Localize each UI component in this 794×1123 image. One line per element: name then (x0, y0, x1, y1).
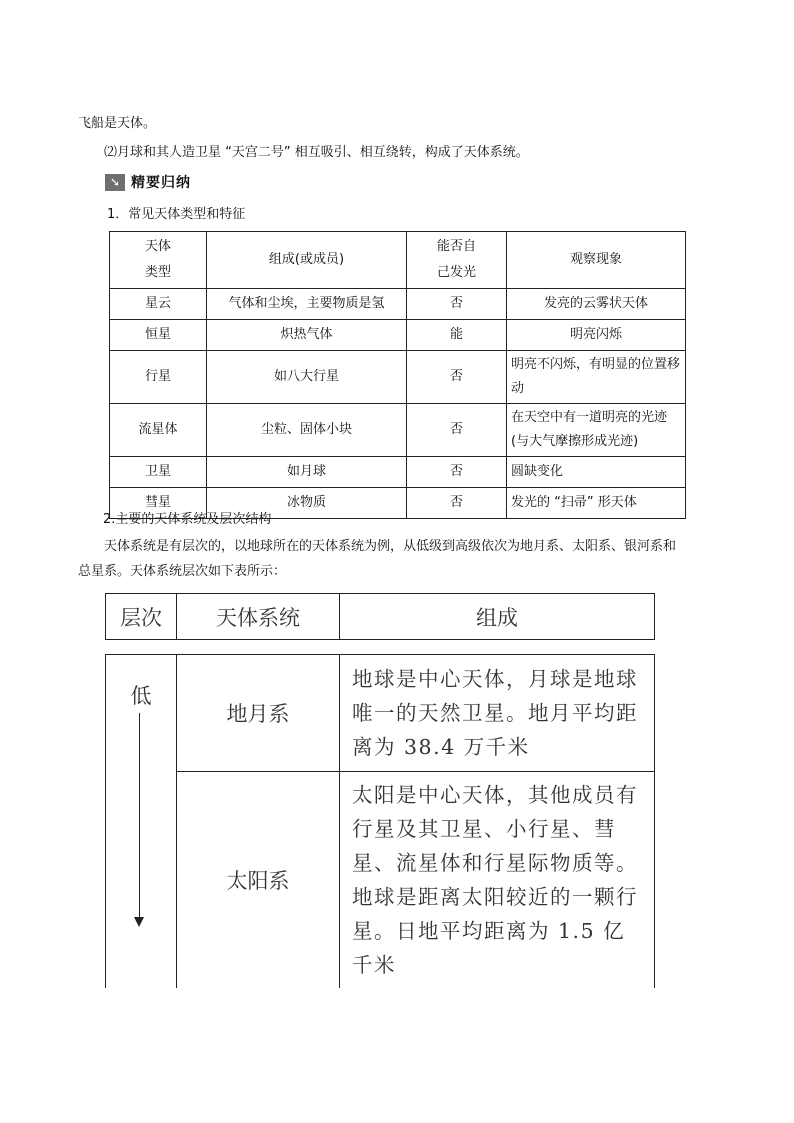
heading-system-hierarchy: 2.主要的天体系统及层次结构 (103, 512, 272, 527)
heading-celestial-types: 1．常见天体类型和特征 (107, 207, 246, 222)
system-description: 太阳是中心天体，其他成员有行星及其卫星、小行星、彗星、流星体和行星际物质等。地球是距离太阳较近的一颗行星。日地平均距离为 1.5 亿千米 (340, 772, 655, 989)
table-cell: 否 (407, 488, 507, 519)
table-cell: 在天空中有一道明亮的光迹(与大气摩擦形成光迹) (507, 404, 686, 457)
section-title: 精要归纳 (131, 175, 191, 191)
header-cell-self-luminous: 能否自 己发光 (407, 232, 507, 289)
table-cell: 如八大行星 (207, 351, 407, 404)
table-cell: 明亮不闪烁，有明显的位置移动 (507, 351, 686, 404)
table-cell: 如月球 (207, 457, 407, 488)
table-cell: 炽热气体 (207, 320, 407, 351)
header-cell-level: 层次 (106, 594, 177, 640)
level-label-low: 低 (130, 684, 152, 708)
intro-paragraph-line1: 天体系统是有层次的，以地球所在的天体系统为例，从低级到高级依次为地月系、太阳系、银河系和 (104, 539, 677, 554)
table-header-row (110, 232, 686, 289)
table-cell: 卫星 (110, 457, 207, 488)
table-cell: 冰物质 (207, 488, 407, 519)
hierarchy-table-header (105, 593, 655, 640)
table-cell: 否 (407, 457, 507, 488)
table-row (106, 655, 655, 772)
header-cell-type: 天体 类型 (110, 232, 207, 289)
table-cell: 星云 (110, 289, 207, 320)
header-cell-composition: 组成 (340, 594, 655, 640)
arrow-head-icon (134, 917, 144, 927)
table-cell: 彗星 (110, 488, 207, 519)
table-cell: 否 (407, 351, 507, 404)
down-arrow-icon (139, 713, 140, 921)
paragraph-moon-system: ⑵月球和其人造卫星 “天宫二号” 相互吸引、相互绕转，构成了天体系统。 (104, 145, 529, 160)
table-row (110, 320, 686, 351)
system-description: 地球是中心天体，月球是地球唯一的天然卫星。地月平均距离为 38.4 万千米 (340, 655, 655, 772)
table-header-row (106, 594, 655, 640)
table-cell: 恒星 (110, 320, 207, 351)
intro-paragraph-line2: 总星系。天体系统层次如下表所示： (78, 564, 287, 579)
hierarchy-table (105, 654, 655, 988)
celestial-types-table (109, 231, 686, 519)
system-name: 太阳系 (177, 772, 340, 989)
table-cell: 圆缺变化 (507, 457, 686, 488)
table-row (110, 457, 686, 488)
table-cell: 流星体 (110, 404, 207, 457)
table-cell: 能 (407, 320, 507, 351)
table-row (106, 772, 655, 989)
header-cell-system: 天体系统 (177, 594, 340, 640)
table-cell: 发光的 “扫帚” 形天体 (507, 488, 686, 519)
table-row (110, 404, 686, 457)
table-row (110, 289, 686, 320)
paragraph-continuation: 飞船是天体。 (78, 116, 157, 131)
header-cell-composition: 组成(或成员) (207, 232, 407, 289)
header-cell-observation: 观察现象 (507, 232, 686, 289)
table-cell: 否 (407, 404, 507, 457)
table-cell: 尘粒、固体小块 (207, 404, 407, 457)
section-header (105, 172, 191, 192)
table-cell: 气体和尘埃，主要物质是氢 (207, 289, 407, 320)
table-cell: 发亮的云雾状天体 (507, 289, 686, 320)
table-cell: 明亮闪烁 (507, 320, 686, 351)
level-column (106, 655, 177, 989)
table-cell: 否 (407, 289, 507, 320)
system-name: 地月系 (177, 655, 340, 772)
table-row (110, 351, 686, 404)
arrow-icon: ➘ (105, 174, 125, 191)
table-cell: 行星 (110, 351, 207, 404)
